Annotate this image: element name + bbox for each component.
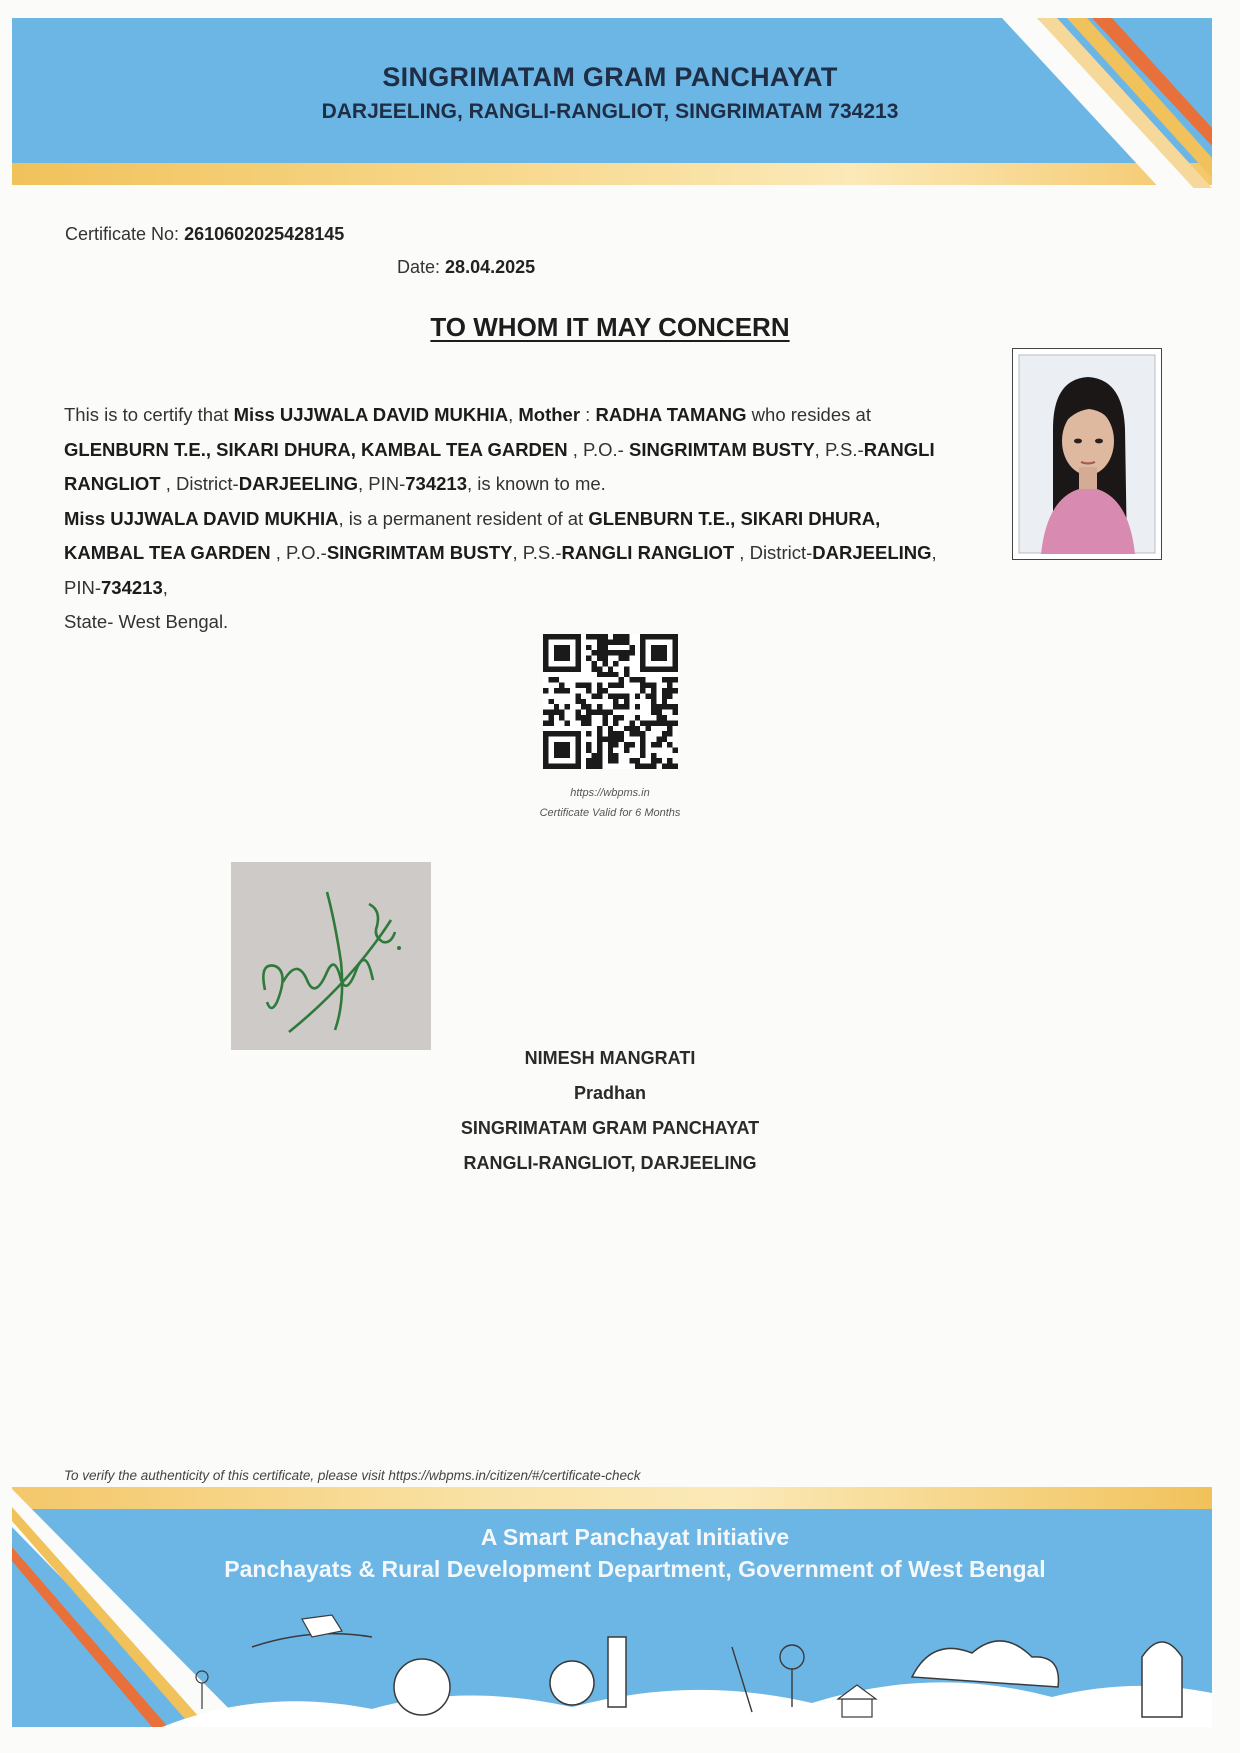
district: DARJEELING: [238, 473, 358, 494]
qr-url: https://wbpms.in: [570, 787, 650, 799]
body-text-segment: , P.S.-: [512, 542, 562, 563]
body-text-segment: , PIN-: [357, 473, 406, 494]
certificate-number-row: [65, 224, 344, 245]
post-office: SINGRIMTAM BUSTY: [628, 438, 815, 460]
panchayat-address: DARJEELING, RANGLI-RANGLIOT, SINGRIMATAM 734213: [321, 100, 899, 123]
body-text-segment: who resides at: [746, 404, 871, 425]
body-text-segment: :: [580, 404, 596, 425]
police-station: RANGLI RANGLIOT: [64, 438, 935, 494]
district: DARJEELING: [812, 542, 932, 563]
qr-code: [543, 634, 678, 769]
certificate-number-label: Certificate No:: [65, 224, 180, 244]
body-paragraph-3: State- West Bengal.: [64, 611, 229, 632]
police-station: RANGLI RANGLIOT: [561, 542, 735, 563]
signature-image: [231, 862, 431, 1050]
body-paragraph-2: [64, 502, 964, 606]
body-text-segment: , District-: [734, 542, 813, 563]
footer-band: [12, 1487, 1212, 1727]
post-office: SINGRIMTAM BUSTY: [326, 542, 513, 563]
body-text-segment: , District-: [160, 473, 239, 494]
signatory-name: NIMESH MANGRATI: [524, 1048, 696, 1068]
footer-department: Panchayats & Rural Development Department, Government of West Bengal: [224, 1556, 1046, 1582]
address-locality: GLENBURN T.E., SIKARI DHURA, KAMBAL TEA GARDEN: [64, 438, 568, 460]
signatory-location: RANGLI-RANGLIOT, DARJEELING: [463, 1153, 757, 1173]
footer-initiative: A Smart Panchayat Initiative: [480, 1524, 790, 1550]
qr-validity-note: Certificate Valid for 6 Months: [539, 807, 681, 819]
certificate-date: 28.04.2025: [445, 257, 536, 277]
date-row: [397, 257, 535, 278]
applicant-name: Miss UJJWALA DAVID MUKHIA: [64, 507, 339, 529]
body-text-segment: , PIN-: [64, 542, 937, 598]
body-paragraph-1: [64, 398, 964, 502]
signatory-designation: Pradhan: [573, 1083, 647, 1103]
pin-code: 734213: [101, 576, 163, 598]
pin-code: 734213: [405, 473, 467, 494]
body-text-segment: , P.O.-: [567, 438, 629, 460]
verification-note: To verify the authenticity of this certificate, please visit https://wbpms.in/citizen/#/certificate-check: [64, 1468, 641, 1483]
certificate-heading: TO WHOM IT MAY CONCERN: [430, 312, 790, 342]
address-locality: GLENBURN T.E., SIKARI DHURA, KAMBAL TEA GARDEN: [64, 507, 881, 563]
applicant-photo: [1012, 348, 1162, 560]
body-text-segment: , is known to me.: [466, 473, 606, 494]
panchayat-name: SINGRIMATAM GRAM PANCHAYAT: [382, 62, 838, 92]
body-text-segment: , P.O.-: [270, 542, 327, 563]
mother-label: Mother: [518, 404, 581, 425]
mother-name: RADHA TAMANG: [595, 404, 747, 425]
signatory-office: SINGRIMATAM GRAM PANCHAYAT: [460, 1118, 760, 1138]
certificate-number: 2610602025428145: [184, 224, 345, 244]
body-text-segment: , P.S.-: [814, 438, 864, 460]
certificate-body: [64, 398, 964, 640]
body-text-segment: ,: [508, 404, 519, 425]
body-text-segment: , is a permanent resident of at: [338, 507, 589, 529]
applicant-name: Miss UJJWALA DAVID MUKHIA: [233, 404, 509, 425]
date-label: Date:: [397, 257, 441, 277]
footer-illustration: [12, 1487, 1212, 1727]
body-text-segment: This is to certify that: [64, 404, 234, 425]
body-text-segment: ,: [162, 576, 168, 598]
